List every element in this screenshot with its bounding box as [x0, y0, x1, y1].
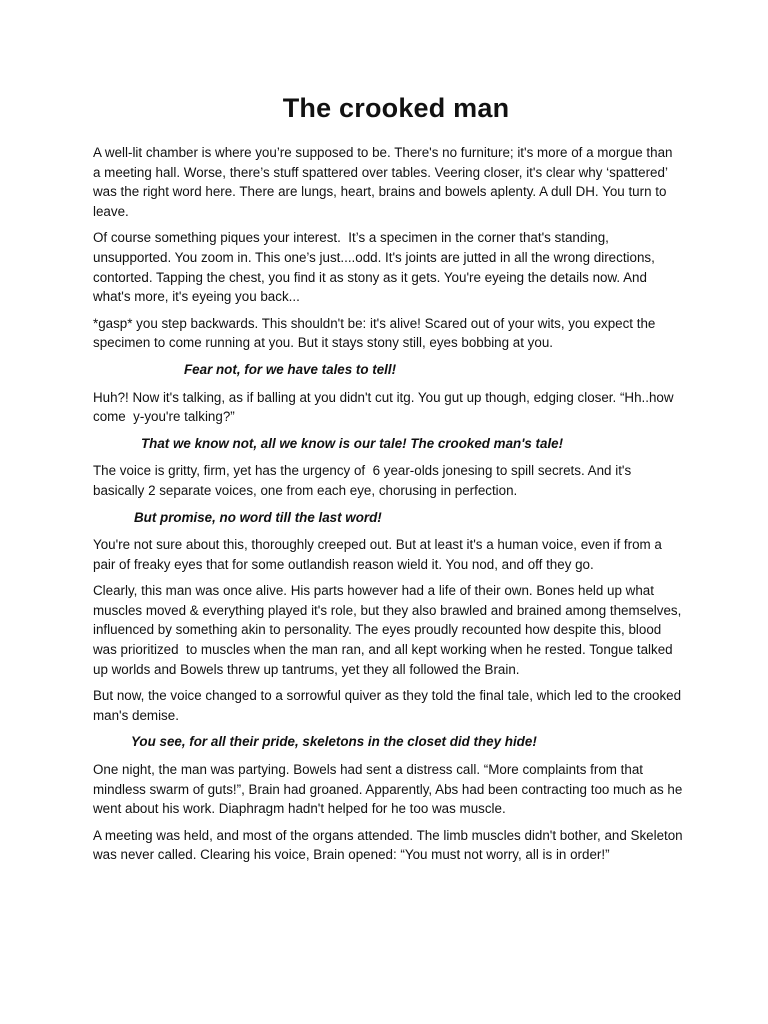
- paragraph: *gasp* you step backwards. This shouldn't be: it's alive! Scared out of your wits, you expect the specimen to come running at you. But it stays stony still, eyes bobbing at you.: [93, 315, 660, 351]
- paragraph: The voice is gritty, firm, yet has the urgency of 6 year-olds jonesing to spill secrets. And it's basically 2 separate voices, one from each eye, chorusing in perfection.: [93, 463, 635, 498]
- quote-line: But promise, no word till the last word!: [134, 509, 382, 525]
- paragraph: But now, the voice changed to a sorrowful quiver as they told the final tale, which led to the crooked man's demise.: [93, 688, 685, 723]
- document-page: [93, 88, 687, 872]
- quote-line: That we know not, all we know is our tale! The crooked man's tale!: [141, 435, 564, 451]
- paragraph: Clearly, this man was once alive. His parts however had a life of their own. Bones held up what muscles moved & everything played it's role, but they also brawled and brained among themselves, influenced by something akin to personality. The eyes proudly recounted how despite this, blood was prioritized to muscles when the man ran, and all kept working when he rested. Tongue talked up worlds and Bowels threw up tantrums, yet they all followed the Brain.: [93, 583, 686, 677]
- quote-line: Fear not, for we have tales to tell!: [184, 361, 397, 377]
- document-title: The crooked man: [282, 93, 510, 123]
- paragraph: Of course something piques your interest. It’s a specimen in the corner that's standing, unsupported. You zoom in. This one’s just....odd. It's joints are jutted in all the wrong directions, contorted. Tapping the chest, you find it as stony as it gets. You're eyeing the details now. And what's more, it's eyeing you back...: [93, 230, 659, 305]
- paragraph: A well-lit chamber is where you’re supposed to be. There's no furniture; it's more of a morgue than a meeting hall. Worse, there’s stuff spattered over tables. Veering closer, it's clear why ‘spattered’ was the right word here. There are lungs, heart, brains and bowels aplenty. A dull DH. You turn to leave.: [93, 145, 677, 219]
- paragraph: A meeting was held, and most of the organs attended. The limb muscles didn't bother, and Skeleton was never called. Clearing his voice, Brain opened: “You must not worry, all is in order!”: [93, 827, 687, 863]
- paragraph: One night, the man was partying. Bowels had sent a distress call. “More complaints from that mindless swarm of guts!”, Brain had groaned. Apparently, Abs had been contracting too much as he went about his work. Diaphragm hadn't helped for he too was muscle.: [93, 762, 687, 817]
- paragraph: Huh?! Now it's talking, as if balling at you didn't cut itg. You gut up though, edging closer. “Hh..how come y-you're talking?”: [93, 389, 678, 425]
- paragraph: You're not sure about this, thoroughly creeped out. But at least it's a human voice, even if from a pair of freaky eyes that for some outlandish reason wield it. You nod, and off they go.: [93, 537, 666, 572]
- quote-line: You see, for all their pride, skeletons in the closet did they hide!: [131, 734, 537, 750]
